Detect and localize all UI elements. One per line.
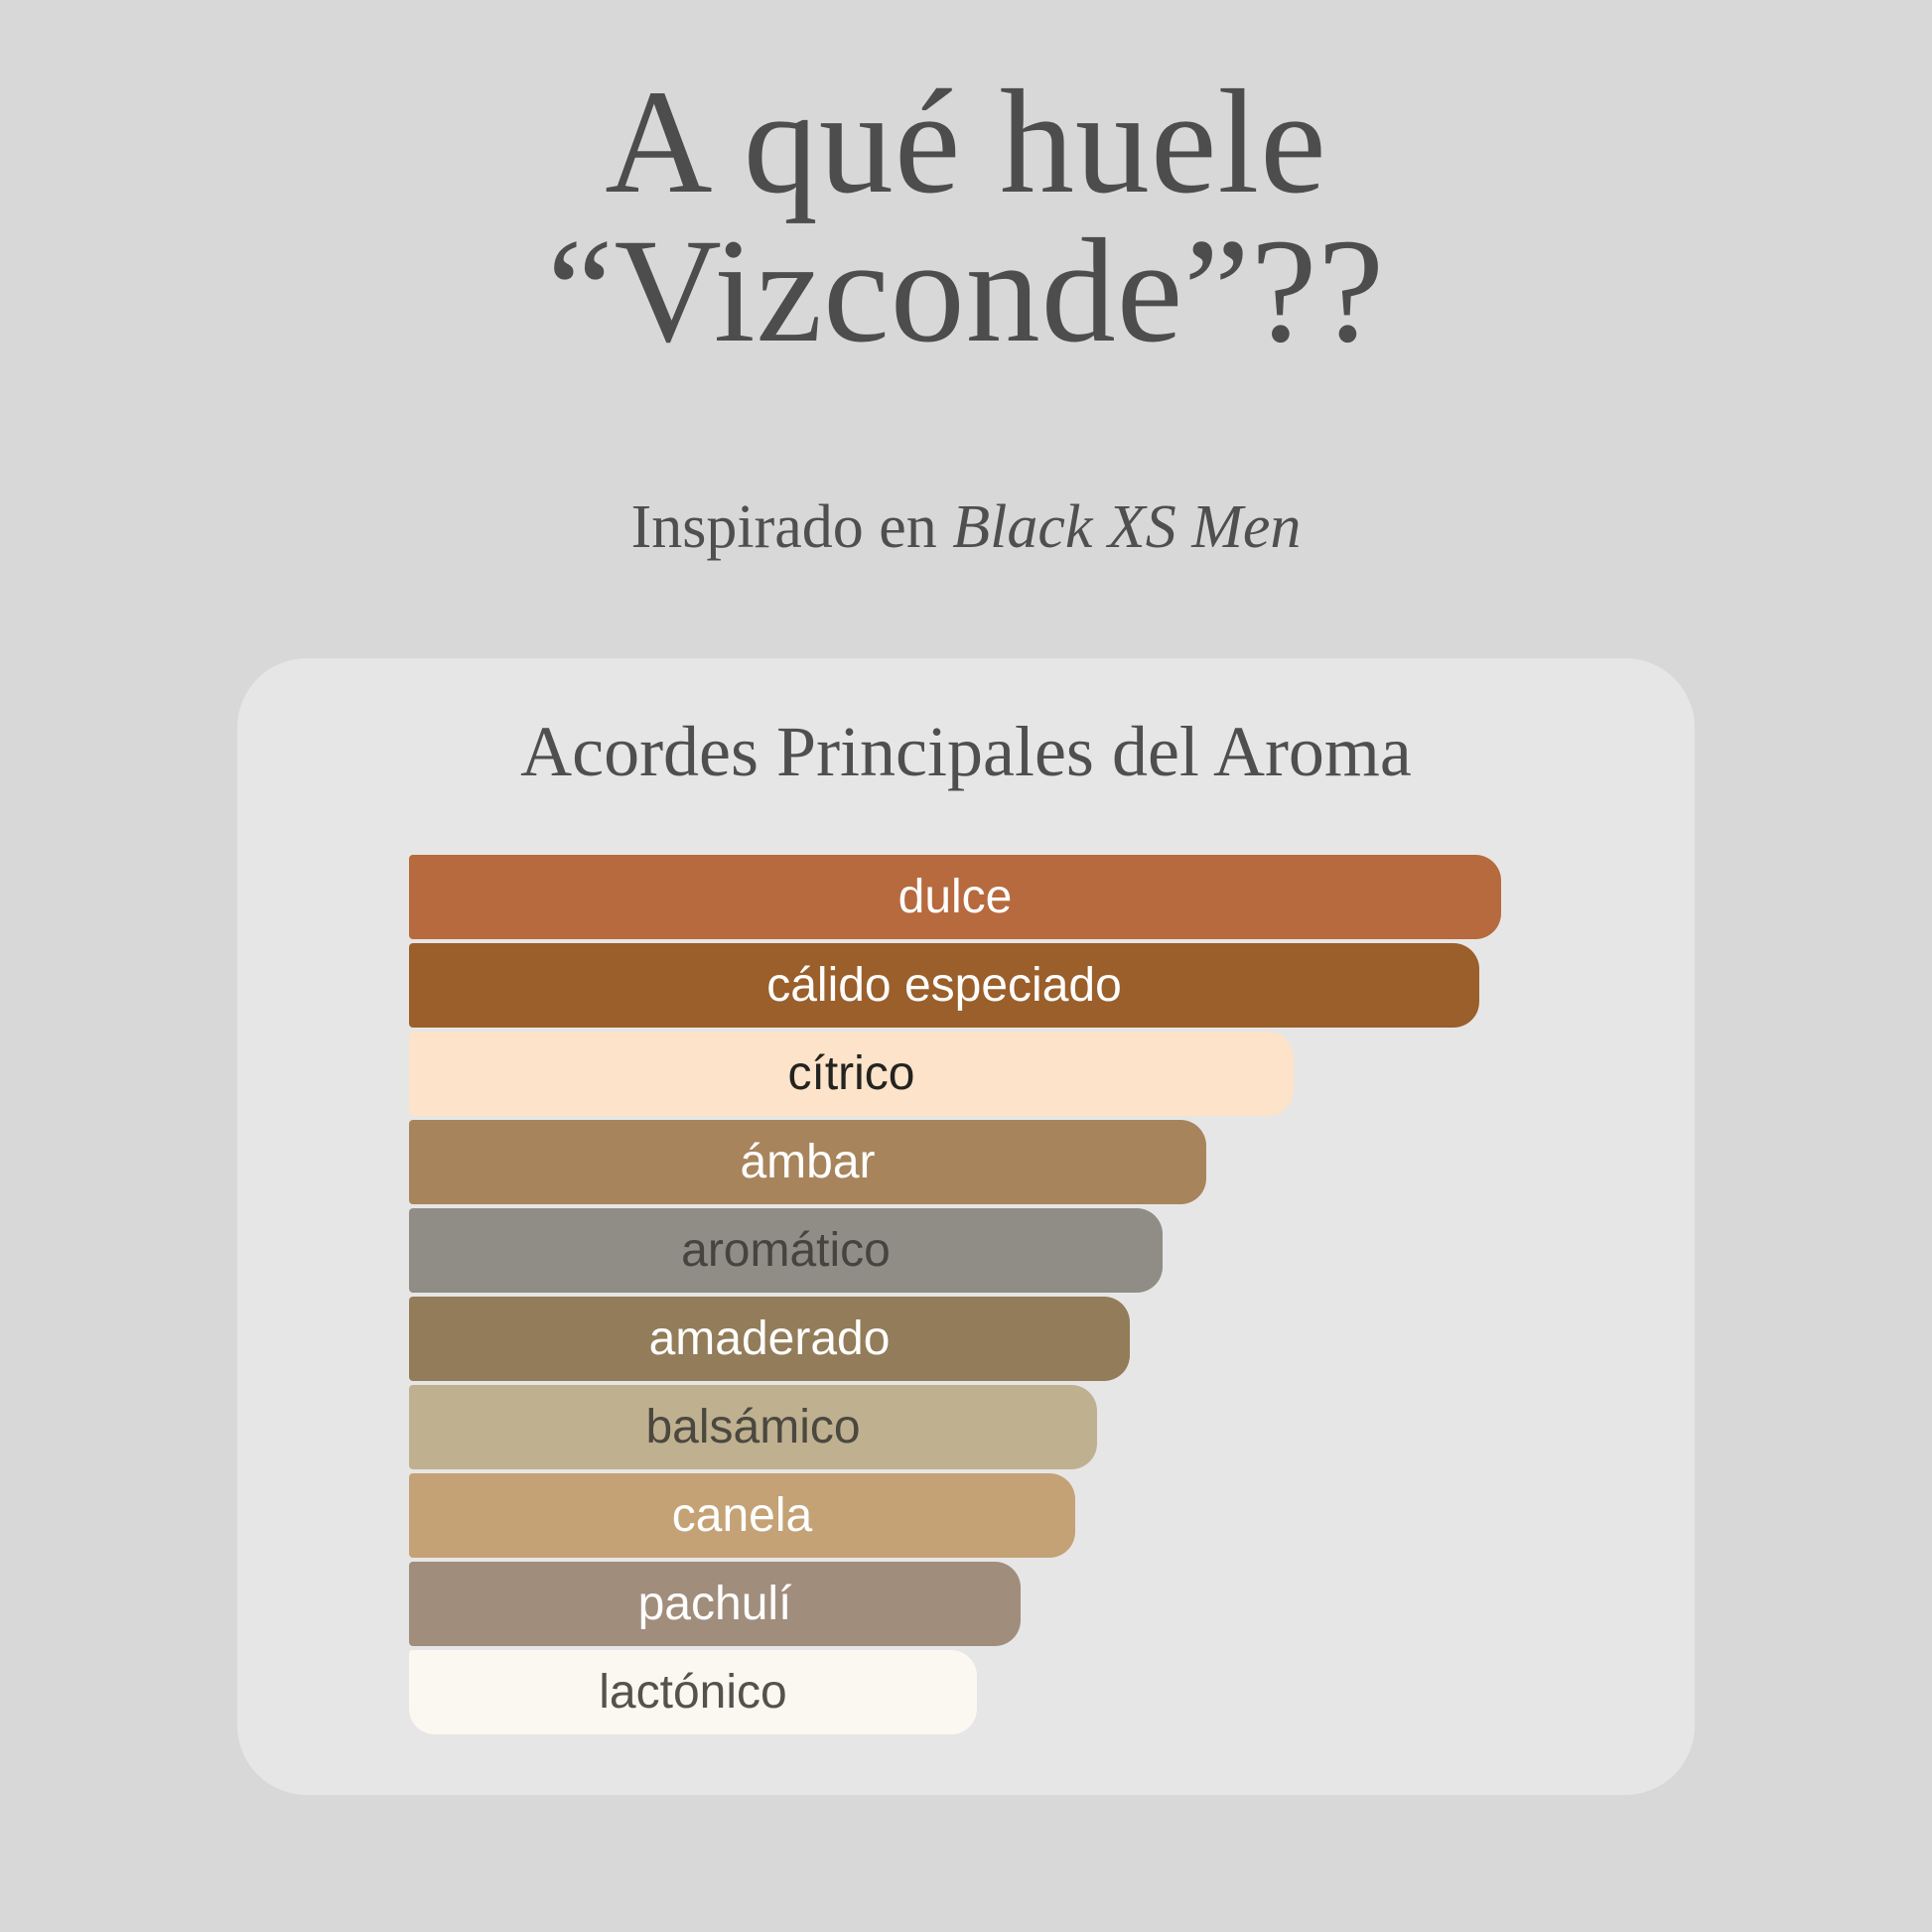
- accord-bar: [409, 855, 1501, 939]
- subtitle-prefix: Inspirado en: [630, 493, 953, 561]
- accord-bar: [409, 1562, 1021, 1646]
- accord-bar-label: aromático: [681, 1224, 891, 1277]
- subtitle: [0, 492, 1932, 563]
- accord-bar: [409, 943, 1479, 1028]
- accords-card: [237, 658, 1695, 1795]
- accords-chart: [409, 855, 1501, 1734]
- accord-bar-label: ámbar: [740, 1136, 876, 1188]
- accord-bar: [409, 1032, 1294, 1116]
- accord-bar-label: dulce: [897, 871, 1013, 923]
- page-title: [0, 0, 1932, 373]
- accord-bar: [409, 1385, 1097, 1469]
- accord-bar: [409, 1208, 1163, 1293]
- title-line-2: “Vizconde”??: [546, 208, 1386, 373]
- accord-bar-label: lactónico: [599, 1666, 787, 1719]
- accord-bar-label: pachulí: [637, 1578, 792, 1630]
- accord-bar: [409, 1120, 1206, 1204]
- accord-bar-label: balsámico: [645, 1401, 861, 1453]
- title-line-1: A qué huele: [605, 60, 1327, 224]
- accord-bar-label: canela: [671, 1489, 813, 1542]
- card-title: Acordes Principales del Aroma: [520, 712, 1412, 791]
- subtitle-fragrance-name: Black XS Men: [952, 493, 1302, 561]
- accord-bar-label: cálido especiado: [766, 959, 1122, 1012]
- accord-bar-label: cítrico: [787, 1047, 915, 1100]
- accord-bar-label: amaderado: [648, 1312, 891, 1365]
- accord-bar: [409, 1297, 1130, 1381]
- accord-bar: [409, 1650, 977, 1734]
- accord-bar: [409, 1473, 1075, 1558]
